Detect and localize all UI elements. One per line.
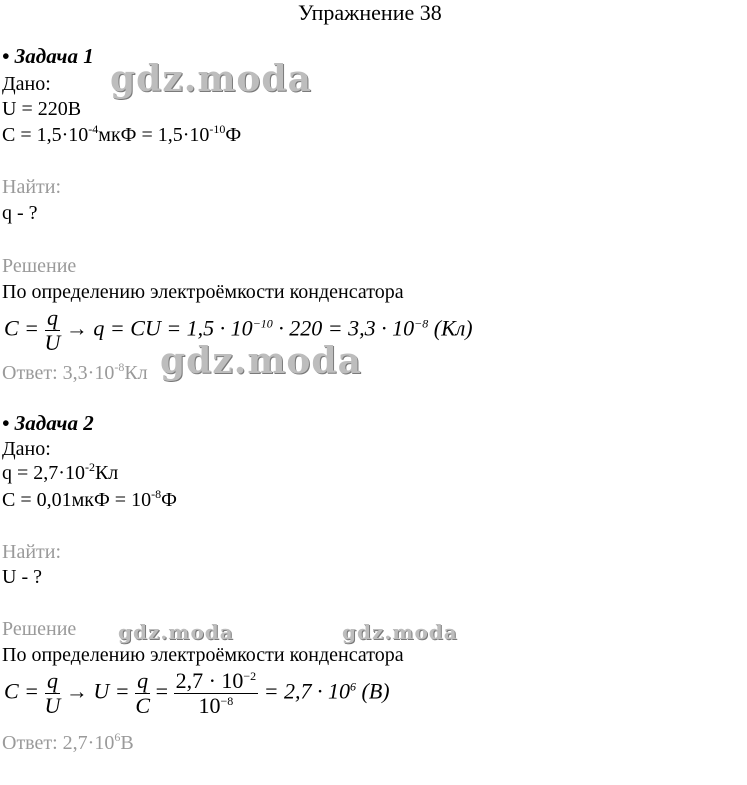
task2-find-label: Найти:: [2, 541, 62, 563]
task1-given-label: Дано:: [2, 73, 51, 95]
task1-find-value: q - ?: [2, 202, 38, 224]
task2-solution-text: По определению электроёмкости конденсатора: [2, 644, 404, 666]
task2-solution-label: Решение: [2, 618, 77, 640]
task1-formula: C = $\frac{q}{U}$ → q = CU = $1,5 \cdot 10^{-10} \cdot 220 = 3,3 \cdot 10^{-8}$ (Кл): [4, 305, 473, 355]
task1-solution-label: Решение: [2, 255, 77, 277]
watermark-logo: gdz.moda: [342, 620, 458, 644]
page-title: Упражнение 38: [298, 0, 442, 25]
task2-charge: $q = 2,7\cdot 10^{-2}Кл$: [2, 460, 119, 484]
task1-answer: Ответ: $3,3\cdot 10^{-8}Кл$: [2, 360, 148, 384]
task1-capacitance: $C = 1,5\cdot 10^{-4}мкФ = 1,5\cdot 10^{-10}Ф$: [2, 122, 242, 146]
watermark-logo: gdz.moda: [118, 620, 234, 644]
task1-find-label: Найти:: [2, 176, 62, 198]
task2-find-value: U - ?: [2, 566, 42, 588]
task2-answer: Ответ: $2,7\cdot 10^6В$: [2, 730, 134, 754]
watermark-logo: gdz.moda: [110, 58, 312, 100]
task1-solution-text: По определению электроёмкости конденсатора: [2, 281, 404, 303]
task2-given-label: Дано:: [2, 438, 51, 460]
task2-capacitance: $C = 0,01мкФ = 10^{-8}Ф$: [2, 487, 177, 511]
watermark-logo: gdz.moda: [160, 340, 362, 382]
task1-voltage: U = 220В: [2, 98, 82, 120]
task2-heading: • Задача 2: [2, 411, 94, 435]
task1-heading: • Задача 1: [2, 44, 94, 68]
task2-formula: C = $\frac{q}{U}$ → U = $\frac{q}{C}$ = $\frac{2,7 \cdot 10^{-2}}{10^{-8}}$ = $2,7 \cdot 10^6$ (В): [4, 668, 390, 718]
